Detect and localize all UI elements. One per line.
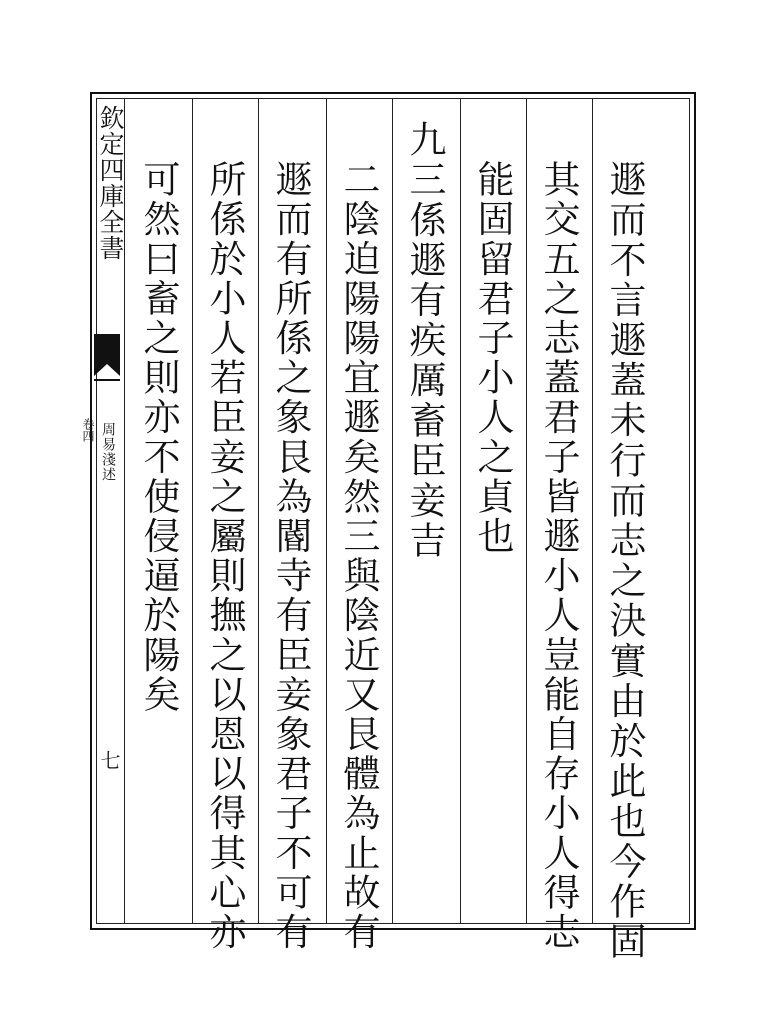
text-column: 可然曰畜之則亦不使侵逼於陽矣 [137,160,180,715]
text-column: 二陰迫陽陽宜遯矣然三與陰近又艮體為止故有 [337,160,380,952]
column-rule [192,98,193,924]
margin-folio-number: 七 [97,750,121,770]
margin-book-title: 欽定四庫全書 [96,105,125,261]
column-rule [326,98,327,924]
text-column: 其交五之志蓋君子皆遯小人豈能自存小人得志 [537,160,580,952]
fishtail-ornament [92,332,122,384]
column-rule [124,98,125,924]
text-column: 遯而不言遯蓋未行而志之決實由於此也今作固 [603,160,646,962]
text-column: 九三係遯有疾厲畜臣妾吉 [403,120,446,562]
page-border-inner [96,98,690,924]
text-column: 遯而有所係之象艮為閽寺有臣妾象君子不可有 [269,160,312,952]
column-rule [526,98,527,924]
text-column: 能固留君子小人之貞也 [471,160,514,556]
text-column: 所係於小人若臣妾之屬則撫之以恩以得其心亦 [203,160,246,952]
column-rule [460,98,461,924]
column-rule [592,98,593,924]
margin-section-title: 周易淺述 [100,422,116,482]
column-rule [392,98,393,924]
margin-volume: 卷四 [81,418,95,442]
column-rule [258,98,259,924]
